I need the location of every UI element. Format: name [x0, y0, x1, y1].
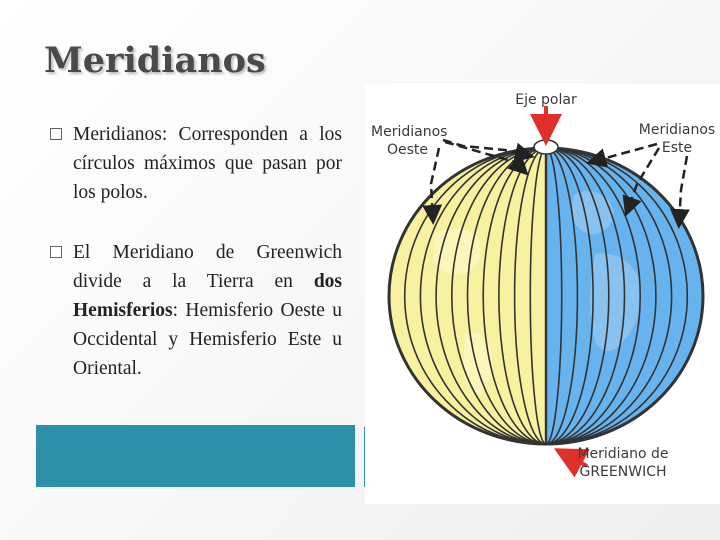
label-west-line1: Meridianos [371, 124, 448, 140]
bullet-text: : Corresponden a los círculos máximos que pasan por los polos. [73, 124, 342, 203]
bullet-text-strong: dos Hemisferios [73, 271, 342, 321]
label-greenwich-line1: Meridiano de [577, 446, 669, 462]
east-arrow [679, 156, 687, 224]
bullet-greenwich [50, 238, 342, 383]
label-east-line2: Este [661, 140, 693, 156]
slide-title: Meridianos [44, 40, 266, 81]
bullet-text-post: : Hemisferio Oeste u Occidental y Hemisferio Este u Oriental. [73, 300, 342, 379]
bullet-marker-icon [50, 246, 62, 258]
east-arrow [591, 144, 657, 162]
label-eje-polar: Eje polar [515, 92, 577, 108]
decorative-bar [36, 425, 355, 487]
globe-illustration [365, 84, 720, 504]
bullet-meridianos [50, 120, 342, 207]
north-pole [534, 140, 558, 154]
bullet-lead: Meridianos [73, 124, 162, 145]
label-east-line1: Meridianos [638, 122, 716, 138]
bullet-marker-icon [50, 128, 62, 140]
bullet-list [50, 120, 342, 414]
label-greenwich-line2: GREENWICH [579, 464, 667, 480]
label-west-line2: Oeste [387, 142, 429, 158]
bullet-text-pre: El Meridiano de Greenwich divide a la Tierra en [73, 242, 342, 292]
globe-figure [365, 84, 720, 504]
